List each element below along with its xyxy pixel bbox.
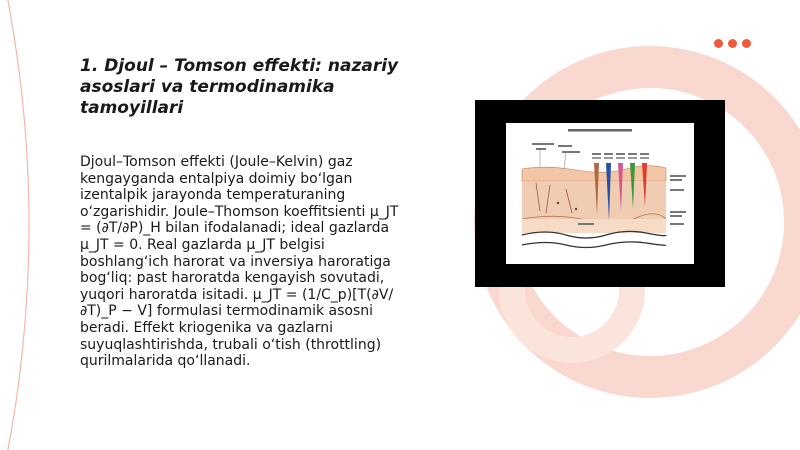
dot (728, 39, 737, 48)
more-dots-icon[interactable] (714, 39, 751, 48)
image-frame (475, 100, 725, 287)
slide-title: 1. Djoul – Tomson effekti: nazariy asoslari va termodinamika tamoyillari (80, 56, 399, 118)
skin-layers-illustration (506, 123, 694, 264)
left-edge-line (6, 0, 29, 450)
dot (714, 39, 723, 48)
slide-body-text: Djoul–Tomson effekti (Joule–Kelvin) gaz kengayganda entalpiya doimiy bo‘lgan izentalpik jarayonda temperaturaning o‘zgarishidir. Joule–Thomson koeffitsienti μ_JT = (∂T/∂P)_H bilan ifodalanadi; ideal gazlarda μ_JT = 0. Real gazlarda μ_JT belgisi boshlang‘ich harorat va inversiya haroratiga bog‘liq: past haroratda kengayish sovutadi, yuqori haroratda isitadi. μ_JT = (1/C_p)[T(∂V/∂T)_P − V] formulasi termodinamik asosni beradi. Effekt kriogenika va gazlarni suyuqlashtirishda, trubali o‘tish (throttling) qurilmalarida qo‘llanadi. (80, 154, 399, 370)
dot (742, 39, 751, 48)
